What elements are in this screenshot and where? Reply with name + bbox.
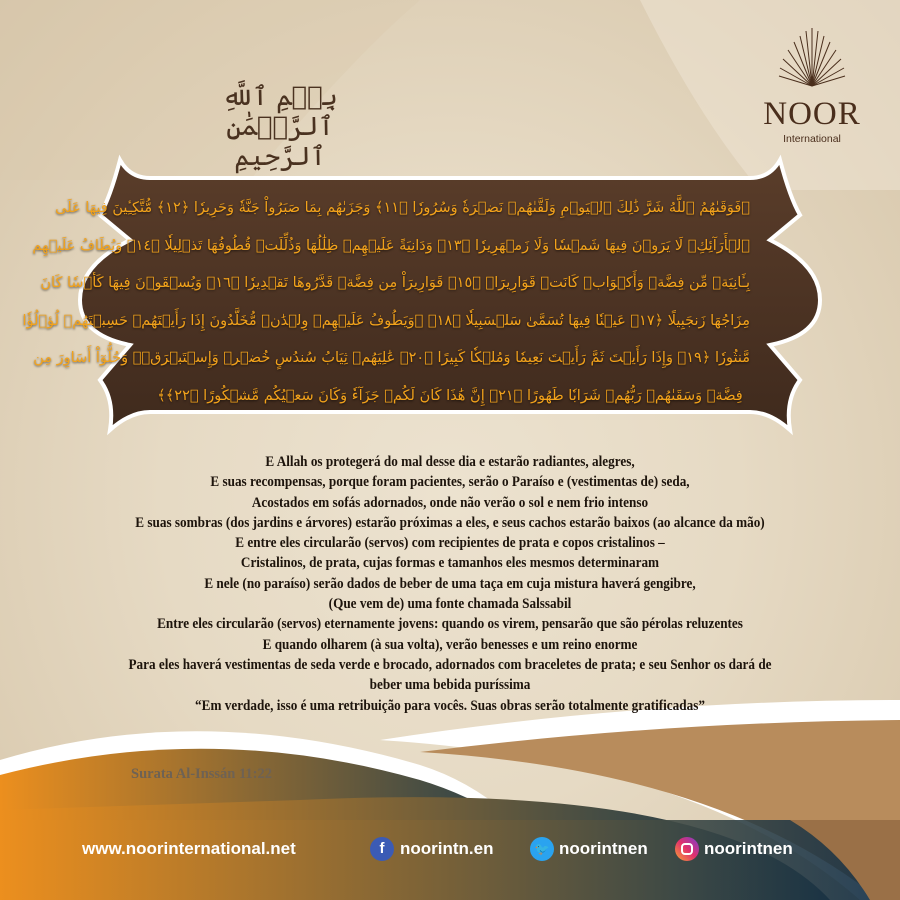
arabic-line: ﴿فَوَقَىٰهُمُ ٱللَّهُ شَرَّ ذَٰلِكَ ٱلۡيَوۡمِ وَلَقَّىٰهُمۡ نَضۡرَةٗ وَسُرُورٗا ﴿١١﴾ وَجَزَىٰهُم بِمَا صَبَرُواْ جَنَّةٗ وَحَرِيرٗا ﴿١٢﴾ مُّتَّكِـِٔينَ فِيهَا عَلَى: [55, 200, 750, 216]
arabic-line: مَّنثُورٗا ﴿١٩﴾ وَإِذَا رَأَيۡتَ ثَمَّ رَأَيۡتَ نَعِيمٗا وَمُلۡكٗا كَبِيرًا ﴿٢٠﴾ عَٰلِيَهُمۡ ثِيَابُ سُندُسٍ خُضۡرٞ وَإِسۡتَبۡرَقٞۖ وَحُلُّوٓاْ أَسَاوِرَ مِن: [33, 350, 750, 367]
quran-verses-arabic: [22, 192, 750, 418]
translation-line: E Allah os protegerá do mal desse dia e estarão radiantes, alegres,: [265, 454, 635, 470]
twitter-handle[interactable]: noorintnen: [559, 839, 648, 858]
facebook-handle[interactable]: noorintn.en: [400, 839, 494, 858]
translation-line: E suas sombras (dos jardins e árvores) estarão próximas a eles, e seus cachos estarão baixos (ao alcance da mão): [135, 514, 765, 531]
twitter-icon: 🐦: [530, 837, 554, 861]
website-link[interactable]: www.noorinternational.net: [82, 839, 296, 858]
instagram-icon: [675, 837, 699, 861]
footer-social-bar: [0, 836, 900, 862]
translation-line: beber uma bebida puríssima: [369, 677, 531, 694]
translation-line: Entre eles circularão (servos) eternamente jovens: quando os virem, pensarão que são pérolas reluzentes: [157, 616, 743, 633]
translation-line: E nele (no paraíso) serão dados de beber de uma taça em cuja mistura haverá gengibre,: [204, 575, 696, 592]
translation-line: Cristalinos, de prata, cujas formas e tamanhos eles mesmos determinaram: [240, 555, 660, 572]
basmala-calligraphy: بِسۡمِ ٱللَّهِ ٱلرَّحۡمَٰنِ ٱلرَّحِيمِ: [222, 82, 338, 172]
translation-line: Acostados em sofás adornados, onde não verão o sol e nem frio intenso: [251, 494, 649, 511]
translation-line: E quando olharem (à sua volta), verão benesses e um reino enorme: [262, 636, 638, 653]
logo-name: NOOR: [763, 96, 861, 132]
translation-line: Para eles haverá vestimentas de seda verde e brocado, adornados com braceletes de prata; e seu Senhor os dará de: [128, 656, 772, 673]
translation-line: (Que vem de) uma fonte chamada Salssabil: [328, 596, 572, 613]
translation-line: E entre eles circularão (servos) com recipientes de prata e copos cristalinos –: [235, 535, 665, 552]
arabic-line: فِضَّةٖ وَسَقَىٰهُمۡ رَبُّهُمۡ شَرَابٗا طَهُورًا ﴿٢١﴾ إِنَّ هَٰذَا كَانَ لَكُمۡ جَزَآءٗ وَكَانَ سَعۡيُكُم مَّشۡكُورًا ﴿٢٢﴾﴾: [157, 387, 743, 404]
arabic-line: مِزَاجُهَا زَنجَبِيلًا ﴿١٧﴾ عَيۡنٗا فِيهَا تُسَمَّىٰ سَلۡسَبِيلٗا ﴿١٨﴾ ۞وَيَطُوفُ عَلَيۡهِمۡ وِلۡدَٰنٞ مُّخَلَّدُونَ إِذَا رَأَيۡتَهُمۡ حَسِبۡتَهُمۡ لُؤۡلُؤٗا: [22, 312, 750, 329]
facebook-icon: f: [370, 837, 394, 861]
arabic-line: بِـَٔانِيَةٖ مِّن فِضَّةٖ وَأَكۡوَابٖ كَانَتۡ قَوَارِيرَا۠ ﴿١٥﴾ قَوَارِيرَاْ مِن فِضَّةٖ قَدَّرُوهَا تَقۡدِيرٗا ﴿١٦﴾ وَيُسۡقَوۡنَ فِيهَا كَأۡسٗا كَانَ: [40, 275, 750, 292]
surah-reference: Surata Al-Inssán 11:22: [131, 766, 273, 782]
translation-line: “Em verdade, isso é uma retribuição para vocês. Suas obras serão totalmente gratificadas”: [195, 697, 705, 714]
translation-line: E suas recompensas, porque foram pacientes, serão o Paraíso e (vestimentas de) seda,: [210, 474, 690, 491]
instagram-handle[interactable]: noorintnen: [704, 839, 793, 858]
logo-subtitle: International: [783, 133, 841, 145]
arabic-line: ٱلۡأَرَآئِكِۖ لَا يَرَوۡنَ فِيهَا شَمۡسٗا وَلَا زَمۡهَرِيرٗا ﴿١٣﴾ وَدَانِيَةً عَلَيۡهِمۡ ظِلَٰلُهَا وَذُلِّلَتۡ قُطُوفُهَا تَذۡلِيلٗا ﴿١٤﴾ وَيُطَافُ عَلَيۡهِم: [32, 237, 750, 254]
portuguese-translation: [69, 452, 832, 716]
